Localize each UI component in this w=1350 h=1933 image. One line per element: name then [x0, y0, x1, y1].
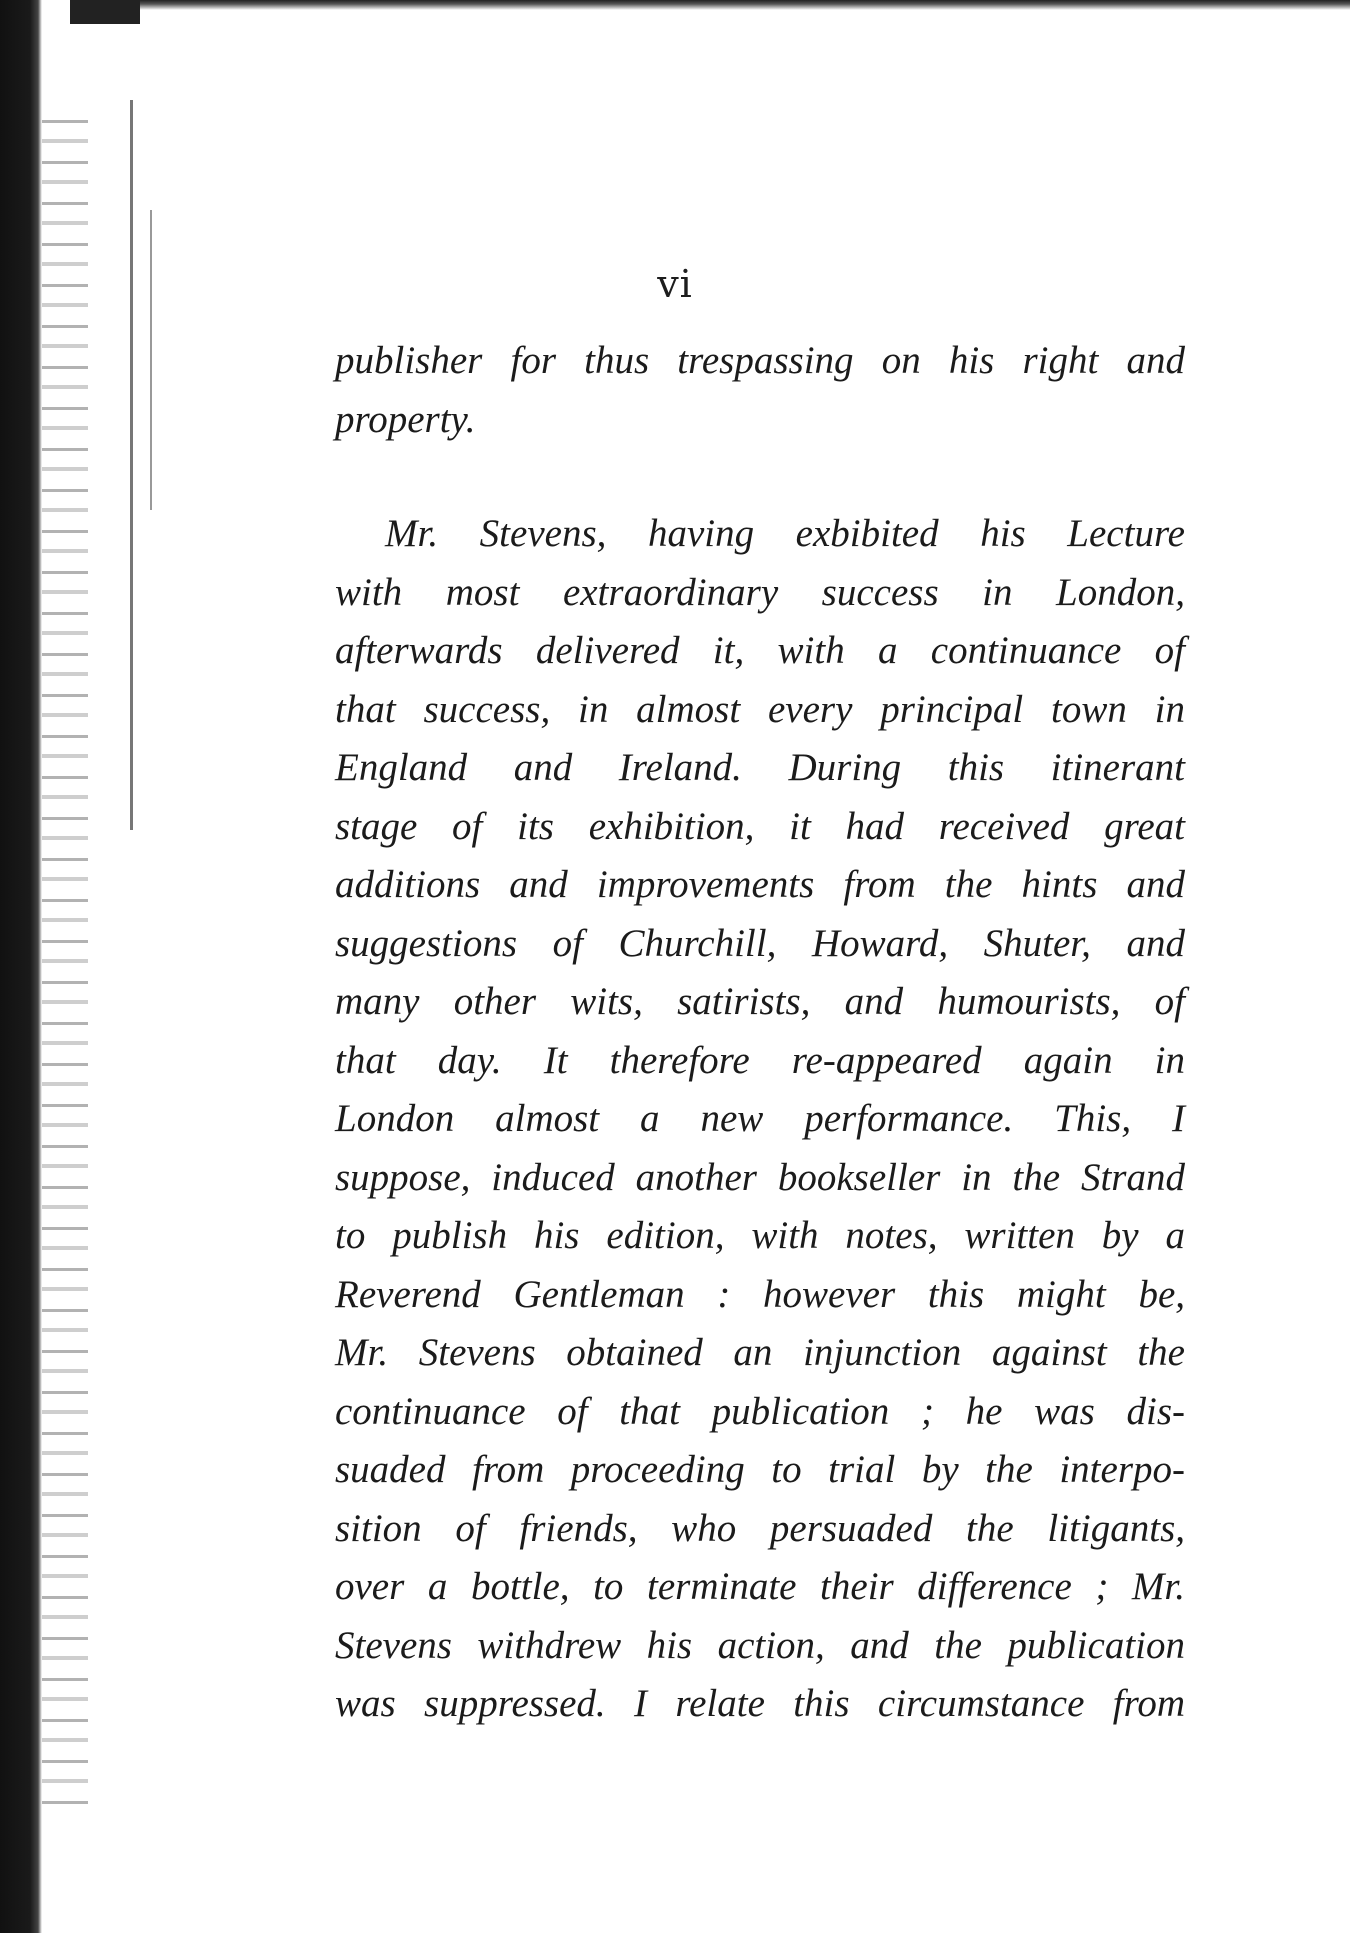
text-line: suppose, induced another bookseller in the Strand [335, 1155, 1185, 1199]
text-line: England and Ireland. During this itinerant [335, 746, 1185, 789]
text-line: stage of its exhibition, it had received great [335, 804, 1185, 848]
text-line: publisher for thus trespassing on his right and [335, 339, 1185, 382]
paragraph-1 [335, 332, 1185, 449]
text-line: property. [335, 397, 476, 441]
text-line: additions and improvements from the hints and [335, 863, 1185, 906]
text-line: suggestions of Churchill, Howard, Shuter, and [335, 921, 1185, 965]
scan-top-corner [70, 0, 140, 24]
scan-vertical-mark [130, 100, 133, 830]
text-line: afterwards delivered it, with a continuance of [335, 629, 1185, 672]
text-line: Stevens withdrew his action, and the publication [335, 1623, 1185, 1667]
text-line: over a bottle, to terminate their difference ; Mr. [335, 1565, 1185, 1608]
text-line: to publish his edition, with notes, written by a [335, 1214, 1185, 1257]
page-number: vi [657, 262, 693, 306]
scan-vertical-mark-secondary [150, 210, 152, 510]
body-text [335, 332, 1185, 1734]
paragraph-2 [335, 505, 1185, 1734]
text-line: continuance of that publication ; he was dis- [335, 1389, 1185, 1433]
text-line: many other wits, satirists, and humourists, of [335, 980, 1185, 1023]
paragraph-gap [335, 449, 1185, 505]
text-line: was suppressed. I relate this circumstance from [335, 1682, 1185, 1725]
text-line: Reverend Gentleman : however this might be, [335, 1272, 1185, 1316]
text-line: suaded from proceeding to trial by the interpo- [335, 1448, 1185, 1491]
text-line: with most extraordinary success in London, [335, 570, 1185, 614]
text-line: Mr. Stevens, having exbibited his Lecture [385, 512, 1185, 555]
text-line: sition of friends, who persuaded the litigants, [335, 1506, 1185, 1550]
text-line: Mr. Stevens obtained an injunction against the [335, 1331, 1185, 1374]
text-line: that day. It therefore re-appeared again in [335, 1038, 1185, 1082]
text-line: that success, in almost every principal town in [335, 687, 1185, 731]
scan-edge-speckle [42, 120, 88, 1820]
text-line: London almost a new performance. This, I [335, 1097, 1185, 1140]
scan-top-edge [70, 0, 1350, 10]
